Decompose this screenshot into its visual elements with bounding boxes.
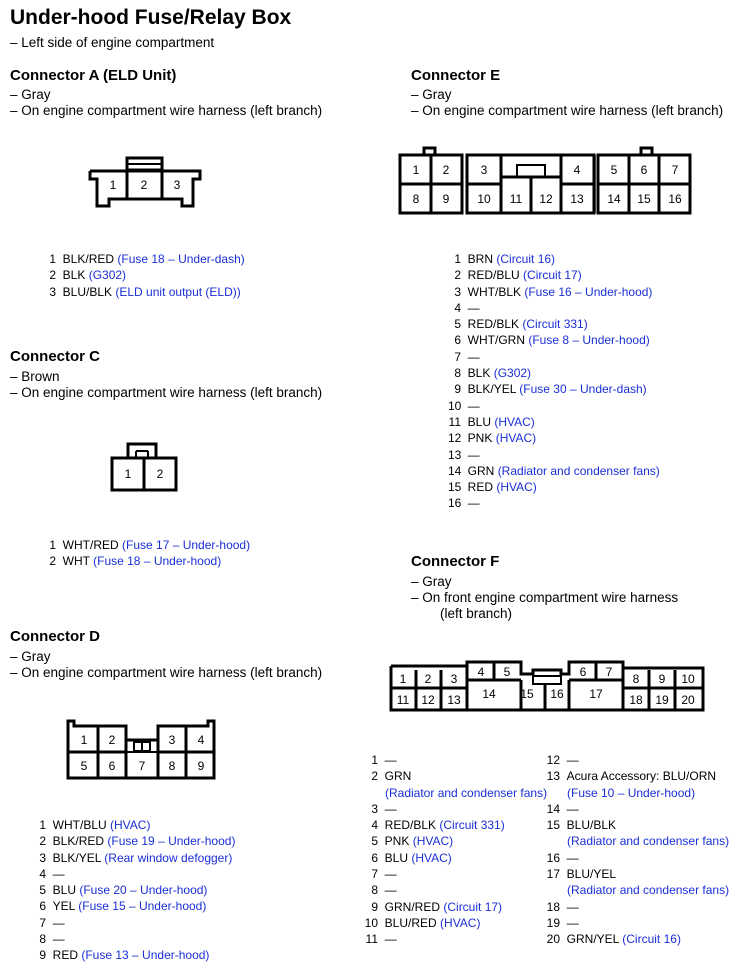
pin-row xyxy=(448,300,660,316)
pin-row xyxy=(448,414,660,430)
cavity-label: 7 xyxy=(671,163,679,177)
pin-row xyxy=(36,850,235,866)
cavity-label: 1 xyxy=(80,733,88,747)
cavity-label: 1 xyxy=(412,163,420,177)
pin-destination-link[interactable]: (HVAC) xyxy=(495,431,537,446)
pin-number: 9 xyxy=(454,382,461,397)
connector-d-diagram xyxy=(64,718,224,789)
cavity-label: 3 xyxy=(168,733,176,747)
connector-f-pin-list-right xyxy=(546,752,729,948)
connector-c-pin-list xyxy=(46,537,250,570)
pin-wire-color: BLU/BLK xyxy=(566,818,617,833)
pin-destination-link[interactable]: (Circuit 17) xyxy=(523,268,582,283)
cavity-label: 2 xyxy=(140,178,148,192)
pin-row xyxy=(546,850,729,866)
pin-wire-color: — xyxy=(566,915,579,930)
pin-destination-link[interactable]: (Circuit 331) xyxy=(522,317,588,332)
connector-f-diagram xyxy=(387,658,707,719)
pin-number: 2 xyxy=(49,268,56,283)
pin-number: 11 xyxy=(365,932,378,947)
cavity-label: 4 xyxy=(197,733,205,747)
pin-number: 3 xyxy=(454,284,461,299)
pin-row xyxy=(46,553,250,569)
pin-row xyxy=(36,833,235,849)
cavity-label: 16 xyxy=(668,192,682,206)
pin-row xyxy=(448,316,660,332)
page-title: Under-hood Fuse/Relay Box xyxy=(10,6,292,29)
pin-row-continuation xyxy=(546,785,729,801)
pin-destination-link[interactable]: (Circuit 16) xyxy=(622,932,681,947)
pin-wire-color: — xyxy=(52,932,65,947)
pin-row-continuation xyxy=(358,785,547,801)
connector-a-pin-list xyxy=(46,251,245,300)
pin-wire-color: — xyxy=(467,496,480,511)
pin-wire-color: BLU/RED xyxy=(384,915,437,930)
pin-number: 2 xyxy=(49,554,56,569)
connector-e-color: – Gray xyxy=(411,87,452,102)
pin-row xyxy=(358,915,547,931)
pin-destination-link[interactable]: (Radiator and condenser fans) xyxy=(385,785,548,800)
connector-a-heading: Connector A (ELD Unit) xyxy=(10,67,177,84)
cavity-label: 15 xyxy=(520,687,534,701)
pin-destination-link[interactable]: (Fuse 30 – Under-dash) xyxy=(519,382,647,397)
cavity-label: 5 xyxy=(610,163,618,177)
pin-row xyxy=(358,752,547,768)
cavity-label: 18 xyxy=(629,693,643,707)
pin-destination-link[interactable]: (Circuit 331) xyxy=(439,818,505,833)
pin-number: 10 xyxy=(448,398,462,413)
pin-number: 5 xyxy=(39,883,46,898)
pin-row xyxy=(448,479,660,495)
cavity-label: 11 xyxy=(509,192,523,206)
pin-row xyxy=(46,537,250,553)
pin-number: 16 xyxy=(448,496,462,511)
connector-d-heading: Connector D xyxy=(10,628,100,645)
pin-wire-color: GRN xyxy=(384,769,412,784)
pin-destination-link[interactable]: (Radiator and condenser fans) xyxy=(497,463,660,478)
pin-row xyxy=(358,882,547,898)
pin-destination-link[interactable]: (HVAC) xyxy=(440,915,481,930)
pin-wire-color: — xyxy=(52,915,65,930)
pin-wire-color: — xyxy=(467,349,480,364)
pin-wire-color: BLK xyxy=(62,268,86,283)
connector-f-heading: Connector F xyxy=(411,553,500,570)
pin-wire-color: BRN xyxy=(467,252,494,266)
pin-wire-color: — xyxy=(467,300,480,315)
pin-wire-color: — xyxy=(467,447,480,462)
cavity-label: 13 xyxy=(570,192,584,206)
cavity-label: 20 xyxy=(681,693,695,707)
pin-destination-link[interactable]: (HVAC) xyxy=(496,480,537,495)
cavity-label: 14 xyxy=(482,687,496,701)
pin-number: 4 xyxy=(371,818,378,833)
pin-number: 6 xyxy=(39,899,46,914)
connector-c-location: – On engine compartment wire harness (left branch) xyxy=(10,385,323,400)
pin-wire-color: BLU xyxy=(384,850,409,865)
pin-destination-link[interactable]: (HVAC) xyxy=(412,834,454,849)
connector-a-diagram xyxy=(85,155,205,215)
pin-destination-link[interactable]: (Rear window defogger) xyxy=(104,850,233,865)
pin-row xyxy=(358,899,547,915)
cavity-label: 2 xyxy=(424,672,432,686)
pin-row xyxy=(448,398,660,414)
pin-destination-link[interactable]: (Circuit 16) xyxy=(496,252,556,266)
cavity-label: 12 xyxy=(539,192,553,206)
connector-a-color: – Gray xyxy=(10,87,51,102)
pin-destination-link[interactable]: (Fuse 16 – Under-hood) xyxy=(524,284,653,299)
cavity-label: 2 xyxy=(156,467,164,481)
pin-wire-color: BLK/YEL xyxy=(467,382,516,397)
pin-wire-color: WHT/RED xyxy=(62,538,119,552)
pin-wire-color: — xyxy=(384,753,397,767)
cavity-label: 4 xyxy=(477,665,485,679)
pin-number: 16 xyxy=(546,850,560,865)
pin-row xyxy=(358,833,547,849)
cavity-label: 15 xyxy=(637,192,651,206)
pin-number: 1 xyxy=(371,753,378,767)
pin-row xyxy=(448,463,660,479)
pin-row xyxy=(46,284,245,300)
pin-destination-link[interactable]: (Circuit 17) xyxy=(443,899,503,914)
pin-row xyxy=(448,495,660,511)
pin-row xyxy=(358,768,547,784)
pin-row xyxy=(358,866,547,882)
pin-row xyxy=(36,882,235,898)
cavity-label: 8 xyxy=(168,759,176,773)
pin-row-continuation xyxy=(546,882,729,898)
pin-destination-link[interactable]: (Fuse 17 – Under-hood) xyxy=(122,538,251,552)
pin-wire-color: BLU xyxy=(52,883,77,898)
pin-wire-color: RED/BLU xyxy=(467,268,520,283)
cavity-label: 2 xyxy=(108,733,116,747)
pin-wire-color: YEL xyxy=(52,899,75,914)
pin-number: 1 xyxy=(39,818,46,832)
pin-number: 3 xyxy=(39,850,46,865)
pin-number: 14 xyxy=(448,463,462,478)
cavity-label: 17 xyxy=(589,687,603,701)
pin-row xyxy=(448,365,660,381)
pin-row-continuation xyxy=(546,833,729,849)
pin-destination-link[interactable]: (HVAC) xyxy=(411,850,452,865)
connector-c-diagram xyxy=(108,441,183,501)
pin-wire-color: PNK xyxy=(384,834,410,849)
cavity-label: 16 xyxy=(550,687,564,701)
pin-destination-link[interactable]: (Fuse 18 – Under-dash) xyxy=(117,252,245,266)
pin-row xyxy=(46,267,245,283)
pin-number: 12 xyxy=(546,753,560,767)
pin-row xyxy=(546,866,729,882)
pin-row xyxy=(546,931,729,947)
pin-number: 6 xyxy=(454,333,461,348)
cavity-label: 5 xyxy=(503,665,511,679)
pin-wire-color: — xyxy=(467,398,480,413)
pin-number: 8 xyxy=(371,883,378,898)
pin-row xyxy=(358,817,547,833)
pin-wire-color: RED xyxy=(52,948,79,963)
pin-destination-link[interactable]: (Fuse 15 – Under-hood) xyxy=(78,899,207,914)
pin-number: 8 xyxy=(39,932,46,947)
cavity-label: 12 xyxy=(421,693,435,707)
pin-row xyxy=(546,817,729,833)
connector-e-heading: Connector E xyxy=(411,67,501,84)
cavity-label: 11 xyxy=(396,693,410,707)
pin-destination-link[interactable]: (Fuse 13 – Under-hood) xyxy=(81,948,210,963)
pin-destination-link[interactable]: (Radiator and condenser fans) xyxy=(567,834,730,849)
pin-row xyxy=(36,931,235,947)
cavity-label: 9 xyxy=(197,759,205,773)
pin-row xyxy=(546,899,729,915)
connector-c-color: – Brown xyxy=(10,369,60,384)
pin-number: 5 xyxy=(371,834,378,849)
pin-number: 5 xyxy=(454,317,461,332)
pin-row xyxy=(546,915,729,931)
page-subtitle: – Left side of engine compartment xyxy=(10,35,215,50)
pin-row xyxy=(448,251,660,267)
pin-row xyxy=(448,332,660,348)
pin-wire-color: RED xyxy=(467,480,494,495)
pin-destination-link[interactable]: (ELD unit output (ELD)) xyxy=(115,284,241,299)
pin-number: 6 xyxy=(371,850,378,865)
pin-wire-color: — xyxy=(566,801,579,816)
cavity-label: 8 xyxy=(632,672,640,686)
pin-row xyxy=(358,801,547,817)
pin-row xyxy=(448,447,660,463)
pin-number: 15 xyxy=(448,480,462,495)
cavity-label: 19 xyxy=(655,693,669,707)
pin-number: 4 xyxy=(39,866,46,881)
cavity-label: 1 xyxy=(109,178,117,192)
pin-wire-color: — xyxy=(566,753,579,767)
pin-wire-color: — xyxy=(52,866,65,881)
pin-destination-link[interactable]: (Fuse 18 – Under-hood) xyxy=(93,554,222,569)
cavity-label: 10 xyxy=(477,192,491,206)
pin-number: 2 xyxy=(39,834,46,849)
connector-f-location: – On front engine compartment wire harness xyxy=(411,590,679,605)
pin-row xyxy=(546,752,729,768)
cavity-label: 9 xyxy=(658,672,666,686)
cavity-label: 3 xyxy=(173,178,181,192)
cavity-label: 6 xyxy=(579,665,587,679)
pin-number: 7 xyxy=(454,349,461,364)
pin-number: 13 xyxy=(546,769,560,784)
pin-number: 19 xyxy=(546,915,560,930)
pin-row xyxy=(358,850,547,866)
pin-wire-color: GRN/YEL xyxy=(566,932,619,947)
pin-destination-link[interactable]: (HVAC) xyxy=(110,818,151,832)
pin-wire-color: RED/BLK xyxy=(467,317,520,332)
pin-row xyxy=(36,898,235,914)
pin-row xyxy=(546,801,729,817)
pin-number: 3 xyxy=(49,284,56,299)
pin-destination-link[interactable]: (Fuse 19 – Under-hood) xyxy=(107,834,236,849)
pin-number: 11 xyxy=(448,414,461,429)
pin-number: 14 xyxy=(546,801,560,816)
pin-number: 2 xyxy=(371,769,378,784)
pin-number: 1 xyxy=(49,538,56,552)
cavity-label: 4 xyxy=(573,163,581,177)
pin-destination-link[interactable]: (G302) xyxy=(493,366,532,381)
pin-wire-color: — xyxy=(384,867,397,882)
pin-wire-color: WHT xyxy=(62,554,90,569)
pin-number: 13 xyxy=(448,447,462,462)
cavity-label: 3 xyxy=(450,672,458,686)
connector-d-color: – Gray xyxy=(10,649,51,664)
cavity-label: 13 xyxy=(447,693,461,707)
cavity-label: 3 xyxy=(480,163,488,177)
pin-wire-color: WHT/BLU xyxy=(52,818,107,832)
connector-f-pin-list-left xyxy=(358,752,547,948)
pin-row xyxy=(448,349,660,365)
cavity-label: 6 xyxy=(640,163,648,177)
pin-row xyxy=(546,768,729,784)
pin-destination-link[interactable]: (Fuse 8 – Under-hood) xyxy=(528,333,650,348)
cavity-label: 6 xyxy=(108,759,116,773)
pin-row xyxy=(36,947,235,963)
pin-wire-color: Acura Accessory: BLU/ORN xyxy=(566,769,717,784)
pin-wire-color: BLU/YEL xyxy=(566,867,617,882)
cavity-label: 1 xyxy=(124,467,132,481)
connector-e-diagram xyxy=(396,144,696,229)
pin-wire-color: BLK xyxy=(467,366,491,381)
pin-row xyxy=(448,381,660,397)
pin-destination-link[interactable]: (HVAC) xyxy=(494,414,535,429)
pin-number: 10 xyxy=(364,915,378,930)
pin-row xyxy=(358,931,547,947)
pin-row xyxy=(46,251,245,267)
pin-number: 1 xyxy=(49,252,56,266)
connector-e-pin-list xyxy=(448,251,660,512)
pin-wire-color: — xyxy=(384,801,397,816)
connector-d-pin-list xyxy=(36,817,235,964)
pin-destination-link[interactable]: (G302) xyxy=(88,268,127,283)
pin-wire-color: RED/BLK xyxy=(384,818,437,833)
cavity-label: 5 xyxy=(80,759,88,773)
pin-number: 3 xyxy=(371,801,378,816)
pin-wire-color: — xyxy=(566,899,579,914)
pin-row xyxy=(448,430,660,446)
pin-wire-color: — xyxy=(384,932,397,947)
pin-destination-link[interactable]: (Fuse 20 – Under-hood) xyxy=(79,883,208,898)
pin-number: 15 xyxy=(546,818,560,833)
connector-c-heading: Connector C xyxy=(10,348,100,365)
cavity-label: 8 xyxy=(412,192,420,206)
pin-row xyxy=(36,817,235,833)
pin-number: 4 xyxy=(454,300,461,315)
connector-f-color: – Gray xyxy=(411,574,452,589)
pin-wire-color: — xyxy=(566,850,579,865)
pin-wire-color: — xyxy=(384,883,397,898)
pin-wire-color: BLK/YEL xyxy=(52,850,101,865)
pin-destination-link[interactable]: (Radiator and condenser fans) xyxy=(567,883,730,898)
pin-wire-color: BLU xyxy=(467,414,492,429)
pin-row xyxy=(36,915,235,931)
cavity-label: 10 xyxy=(681,672,695,686)
connector-e-location: – On engine compartment wire harness (left branch) xyxy=(411,103,724,118)
pin-number: 17 xyxy=(546,867,560,882)
pin-number: 12 xyxy=(448,431,462,446)
pin-number: 9 xyxy=(39,948,46,963)
pin-wire-color: BLK/RED xyxy=(62,252,115,266)
pin-number: 20 xyxy=(546,932,560,947)
pin-number: 1 xyxy=(454,252,461,266)
cavity-label: 9 xyxy=(442,192,450,206)
pin-wire-color: WHT/BLK xyxy=(467,284,522,299)
pin-row xyxy=(36,866,235,882)
pin-wire-color: PNK xyxy=(467,431,493,446)
cavity-label: 7 xyxy=(138,759,146,773)
pin-wire-color: WHT/GRN xyxy=(467,333,525,348)
pin-number: 8 xyxy=(454,366,461,381)
connector-d-location: – On engine compartment wire harness (left branch) xyxy=(10,665,323,680)
pin-number: 9 xyxy=(371,899,378,914)
pin-number: 7 xyxy=(371,867,378,882)
connector-f-location-line2: (left branch) xyxy=(440,606,513,621)
cavity-label: 14 xyxy=(607,192,621,206)
cavity-label: 2 xyxy=(442,163,450,177)
pin-destination-link[interactable]: (Fuse 10 – Under-hood) xyxy=(567,785,696,800)
pin-number: 18 xyxy=(546,899,560,914)
connector-a-location: – On engine compartment wire harness (left branch) xyxy=(10,103,323,118)
pin-row xyxy=(448,267,660,283)
pin-wire-color: GRN xyxy=(467,463,495,478)
pin-wire-color: BLK/RED xyxy=(52,834,105,849)
pin-number: 7 xyxy=(39,915,46,930)
cavity-label: 1 xyxy=(399,672,407,686)
pin-number: 2 xyxy=(454,268,461,283)
pin-row xyxy=(448,284,660,300)
pin-wire-color: BLU/BLK xyxy=(62,284,113,299)
pin-wire-color: GRN/RED xyxy=(384,899,441,914)
cavity-label: 7 xyxy=(605,665,613,679)
